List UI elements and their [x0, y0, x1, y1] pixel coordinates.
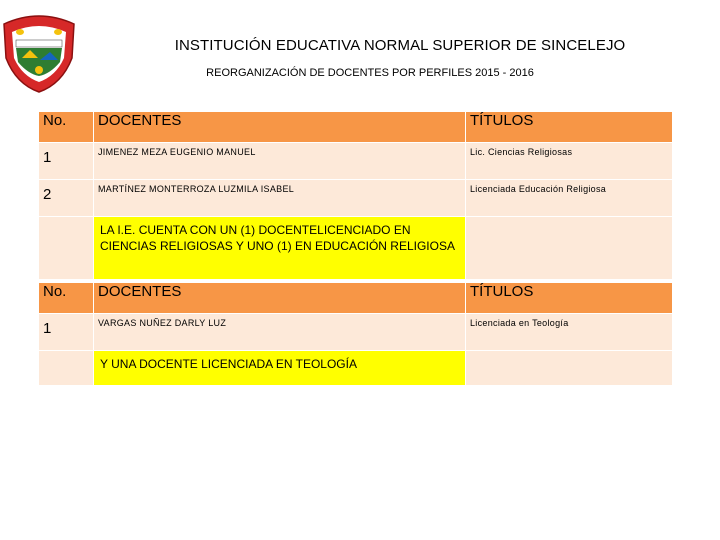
table-row — [39, 180, 673, 217]
header-titulos: TÍTULOS — [466, 112, 673, 143]
teacher-title: Licenciada Educación Religiosa — [466, 180, 673, 217]
header-titulos: TÍTULOS — [466, 283, 673, 314]
summary-note: LA I.E. CUENTA CON UN (1) DOCENTELICENCIADO EN CIENCIAS RELIGIOSAS Y UNO (1) EN EDUCACIÓN RELIGIOSA — [94, 217, 466, 280]
table-row — [39, 143, 673, 180]
row-number: 1 — [39, 143, 94, 180]
teacher-name: JIMENEZ MEZA EUGENIO MANUEL — [94, 143, 466, 180]
teacher-title: Licenciada en Teología — [466, 314, 673, 351]
header-docentes: DOCENTES — [94, 112, 466, 143]
empty-cell — [39, 217, 94, 280]
header-docentes: DOCENTES — [94, 283, 466, 314]
table-header-row — [39, 283, 673, 314]
summary-row — [39, 351, 673, 386]
table-row — [39, 314, 673, 351]
empty-cell — [466, 217, 673, 280]
teacher-name: VARGAS NUÑEZ DARLY LUZ — [94, 314, 466, 351]
page-subtitle: REORGANIZACIÓN DE DOCENTES POR PERFILES 2015 - 2016 — [206, 67, 534, 79]
teacher-name: MARTÍNEZ MONTERROZA LUZMILA ISABEL — [94, 180, 466, 217]
summary-row — [39, 217, 673, 280]
teacher-title: Lic. Ciencias Religiosas — [466, 143, 673, 180]
row-number: 1 — [39, 314, 94, 351]
header-no: No. — [39, 112, 94, 143]
summary-note: Y UNA DOCENTE LICENCIADA EN TEOLOGÍA — [94, 351, 466, 386]
row-number: 2 — [39, 180, 94, 217]
empty-cell — [466, 351, 673, 386]
header-no: No. — [39, 283, 94, 314]
page-title: INSTITUCIÓN EDUCATIVA NORMAL SUPERIOR DE SINCELEJO — [174, 37, 626, 54]
teachers-table-religion — [38, 111, 673, 280]
school-crest-logo — [0, 10, 78, 94]
teachers-table-theology — [38, 282, 673, 386]
empty-cell — [39, 351, 94, 386]
table-header-row — [39, 112, 673, 143]
